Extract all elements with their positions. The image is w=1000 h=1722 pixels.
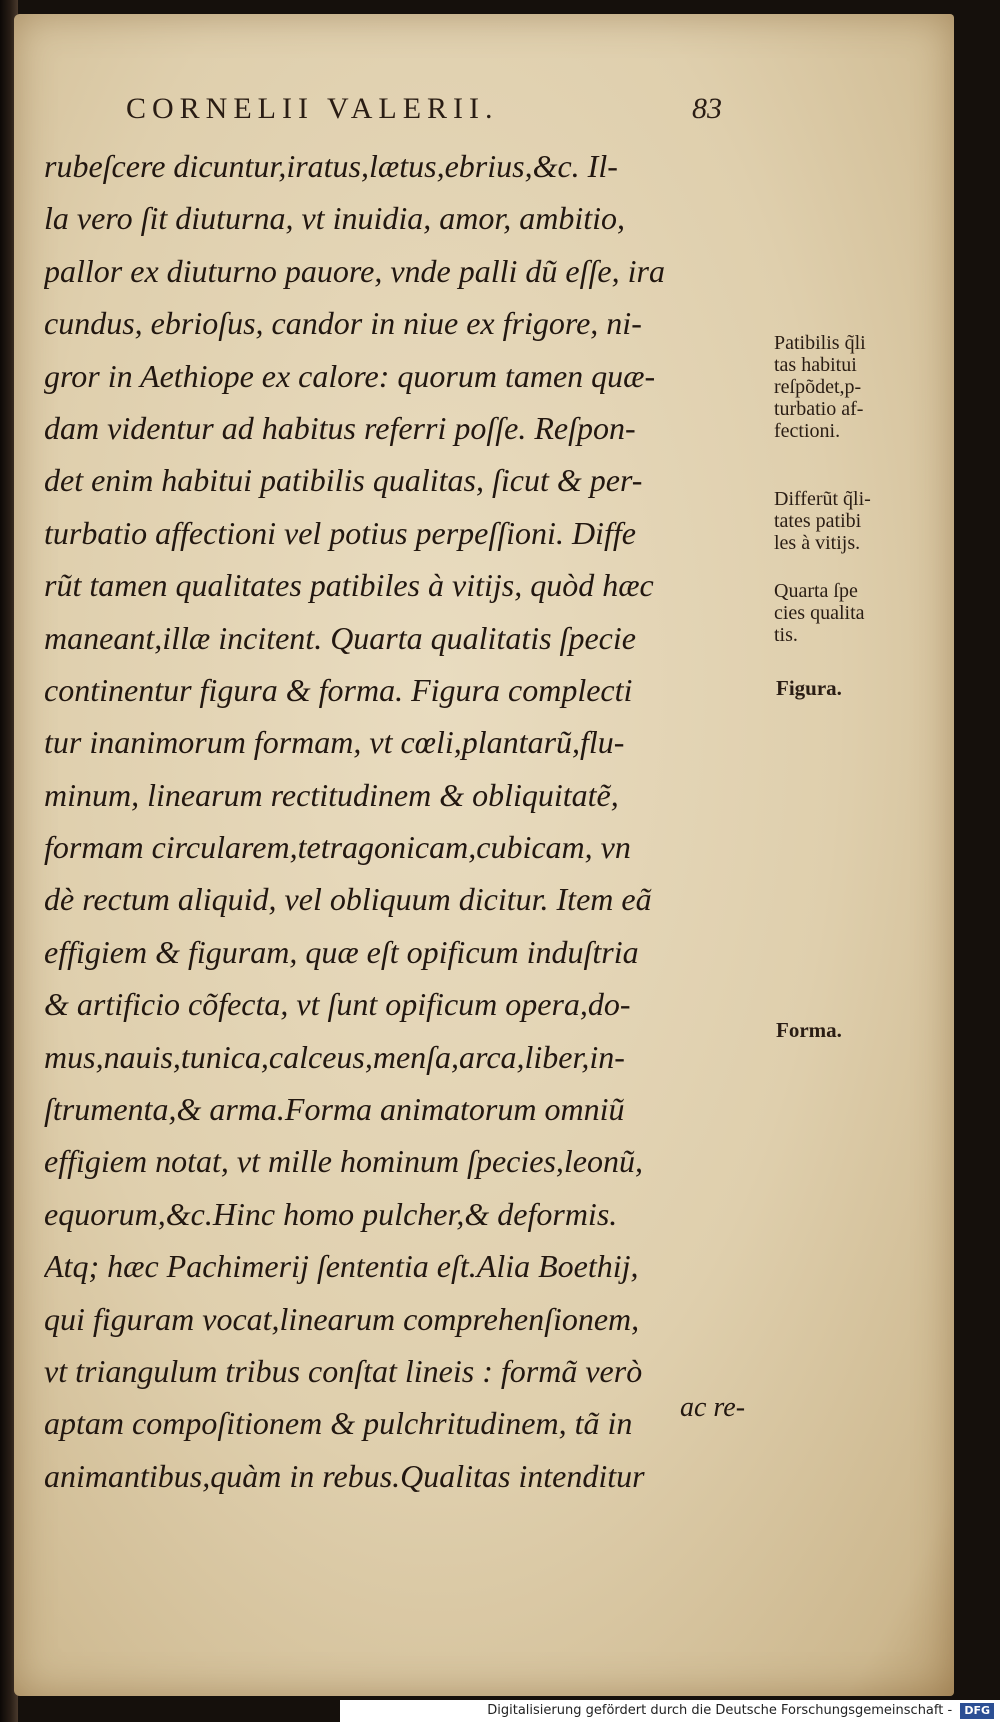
- text-line: cundus, ebrioſus, candor in niue ex frigore, ni-: [44, 305, 642, 342]
- margin-note-patibilis: [774, 332, 934, 442]
- text-line: vt triangulum tribus conſtat lineis : formã verò: [44, 1352, 643, 1389]
- text-line: pallor ex diuturno pauore, vnde palli dũ eſſe, ira: [44, 252, 665, 289]
- margin-head-forma: Forma.: [776, 1018, 842, 1042]
- text-line: det enim habitui patibilis qualitas, ſicut & per-: [44, 462, 643, 499]
- margin-note-line: tis.: [774, 624, 798, 646]
- margin-head-figura: Figura.: [776, 676, 842, 700]
- catchword: ac re-: [680, 1392, 746, 1423]
- text-line: continentur figura & forma. Figura complecti: [44, 671, 633, 708]
- text-line: rubeſcere dicuntur,iratus,lætus,ebrius,&c. Il-: [44, 148, 618, 184]
- text-line: & artificio cõfecta, vt ſunt opificum opera,do-: [44, 986, 631, 1023]
- margin-note-line: Patibilis q̃li: [774, 332, 866, 354]
- text-line: aptam compoſitionem & pulchritudinem, tã in: [44, 1405, 633, 1442]
- text-line: animantibus,quàm in rebus.Qualitas intenditur: [44, 1457, 645, 1494]
- margin-note-line: cies qualita: [774, 602, 865, 624]
- digitization-credit: [340, 1700, 1000, 1722]
- margin-note-line: tates patibi: [774, 510, 862, 532]
- margin-note-line: tas habitui: [774, 354, 857, 376]
- text-line: effigiem & figuram, quæ eſt opificum induſtria: [44, 933, 639, 970]
- text-line: ſtrumenta,& arma.Forma animatorum omniũ: [44, 1091, 625, 1128]
- text-line: effigiem notat, vt mille hominum ſpecies,leonũ,: [44, 1143, 643, 1180]
- margin-note-line: fectioni.: [774, 420, 841, 442]
- page-number: 83: [692, 92, 722, 125]
- text-line: rũt tamen qualitates patibiles à vitijs, quòd hæc: [44, 567, 654, 604]
- margin-note-quarta: [774, 580, 934, 646]
- text-line: minum, linearum rectitudinem & obliquitatẽ,: [44, 776, 619, 813]
- text-line: mus,nauis,tunica,calceus,menſa,arca,liber,in-: [44, 1038, 625, 1075]
- text-line: Atq; hæc Pachimerij ſententia eſt.Alia Boethij,: [44, 1248, 639, 1285]
- margin-note-line: turbatio af-: [774, 398, 864, 420]
- text-line: turbatio affectioni vel potius perpeſſioni. Diffe: [44, 514, 636, 551]
- margin-note-line: les à vitijs.: [774, 532, 861, 554]
- dfg-logo: DFG: [960, 1703, 994, 1719]
- text-line: la vero ſit diuturna, vt inuidia, amor, ambitio,: [44, 200, 626, 237]
- margin-note-line: Differũt q̃li-: [774, 488, 871, 510]
- body-text: [44, 140, 764, 1502]
- text-line: formam circularem,tetragonicam,cubicam, vn: [44, 829, 631, 866]
- text-line: dè rectum aliquid, vel obliquum dicitur. Item eã: [44, 881, 652, 918]
- margin-note-line: Quarta ſpe: [774, 580, 858, 602]
- text-line: equorum,&c.Hinc homo pulcher,& deformis.: [44, 1195, 618, 1232]
- text-line: maneant,illæ incitent. Quarta qualitatis ſpecie: [44, 619, 636, 656]
- margin-note-differunt: [774, 488, 934, 554]
- text-line: qui figuram vocat,linearum comprehenſionem,: [44, 1300, 640, 1337]
- text-line: dam videntur ad habitus referri poſſe. Reſpon-: [44, 409, 636, 446]
- running-head: CORNELII VALERII.: [126, 92, 499, 125]
- credit-text: Digitalisierung gefördert durch die Deutsche Forschungsgemeinschaft -: [487, 1703, 953, 1718]
- text-line: gror in Aethiope ex calore: quorum tamen quæ-: [44, 357, 656, 394]
- margin-note-line: reſpõdet,p-: [774, 376, 862, 398]
- text-line: tur inanimorum formam, vt cœli,plantarũ,flu-: [44, 724, 625, 761]
